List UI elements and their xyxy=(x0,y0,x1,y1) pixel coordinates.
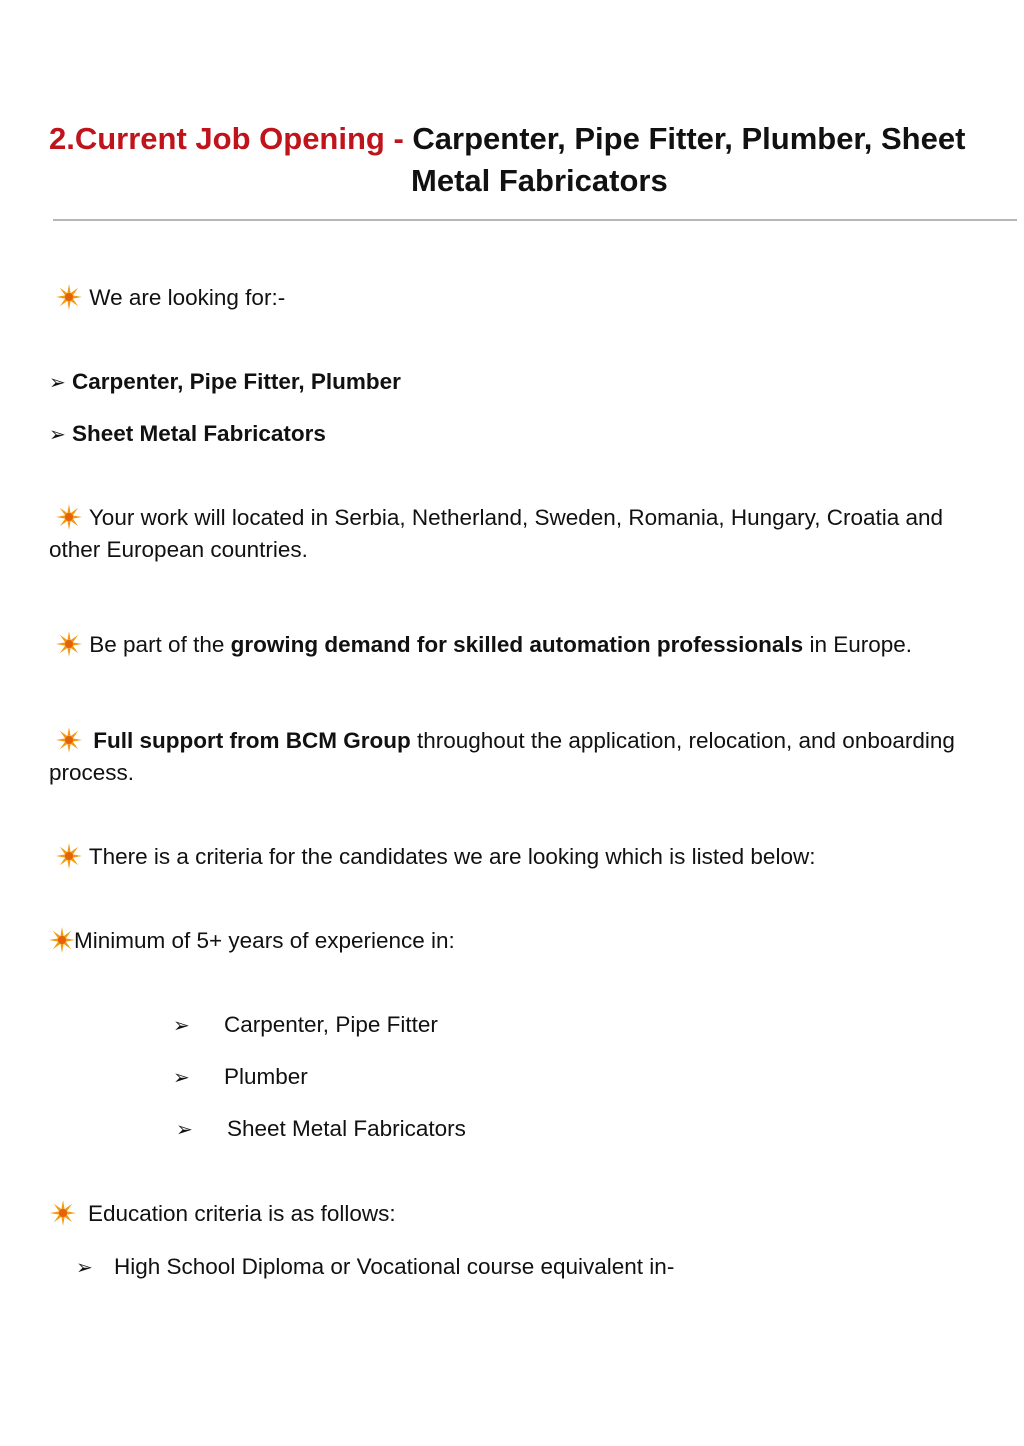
arrow-bullet-icon: ➢ xyxy=(176,1117,193,1141)
list-item xyxy=(176,1113,466,1145)
orange-burst-icon xyxy=(49,1199,77,1227)
criteria-text: There is a criteria for the candidates we are looking which is listed below: xyxy=(88,844,816,869)
list-item xyxy=(173,1061,308,1093)
experience-intro xyxy=(48,925,455,957)
demand-text-after: in Europe. xyxy=(809,632,913,657)
location-text: Your work will located in Serbia, Netherland, Sweden, Romania, Hungary, Croatia and xyxy=(88,505,944,530)
arrow-bullet-icon: ➢ xyxy=(49,422,66,446)
criteria-intro xyxy=(55,841,815,873)
orange-burst-icon xyxy=(55,842,83,870)
page-title xyxy=(49,118,1009,202)
orange-burst-icon xyxy=(55,503,83,531)
title-divider xyxy=(53,219,1017,221)
demand-text-bold: growing demand for skilled automation professionals xyxy=(230,632,804,657)
list-item-label: Sheet Metal Fabricators xyxy=(72,421,326,446)
list-item-label: High School Diploma or Vocational course equivalent in- xyxy=(114,1254,675,1279)
arrow-bullet-icon: ➢ xyxy=(173,1065,190,1089)
list-item-label: Carpenter, Pipe Fitter, Plumber xyxy=(72,369,401,394)
list-item-label: Plumber xyxy=(224,1064,308,1089)
education-text: Education criteria is as follows: xyxy=(88,1201,396,1226)
title-prefix: 2.Current Job Opening - xyxy=(49,121,404,156)
demand-text-before: Be part of the xyxy=(89,632,225,657)
orange-burst-icon xyxy=(55,283,83,311)
orange-burst-icon xyxy=(48,926,76,954)
demand-paragraph xyxy=(55,629,912,661)
arrow-bullet-icon: ➢ xyxy=(49,370,66,394)
list-item-label: Sheet Metal Fabricators xyxy=(227,1116,466,1141)
arrow-bullet-icon: ➢ xyxy=(76,1255,93,1279)
looking-for-intro xyxy=(55,282,285,314)
support-text-bold: Full support from BCM Group xyxy=(93,728,411,753)
title-line-1: Carpenter, Pipe Fitter, Plumber, Sheet xyxy=(412,121,966,156)
arrow-bullet-icon: ➢ xyxy=(173,1013,190,1037)
list-item xyxy=(76,1251,674,1283)
support-line-1 xyxy=(55,725,955,757)
list-item xyxy=(173,1009,438,1041)
education-intro xyxy=(49,1198,396,1230)
support-line-2: process. xyxy=(49,760,135,785)
support-text: throughout the application, relocation, and onboarding xyxy=(417,728,955,753)
list-item xyxy=(49,418,326,450)
title-line-2: Metal Fabricators xyxy=(411,163,668,198)
list-item xyxy=(49,366,401,398)
orange-burst-icon xyxy=(55,726,83,754)
location-line-1 xyxy=(55,502,943,534)
list-item-label: Carpenter, Pipe Fitter xyxy=(224,1012,438,1037)
orange-burst-icon xyxy=(55,630,83,658)
experience-text: Minimum of 5+ years of experience in: xyxy=(74,928,455,953)
location-line-2: other European countries. xyxy=(49,537,308,562)
looking-for-text: We are looking for:- xyxy=(89,285,286,310)
